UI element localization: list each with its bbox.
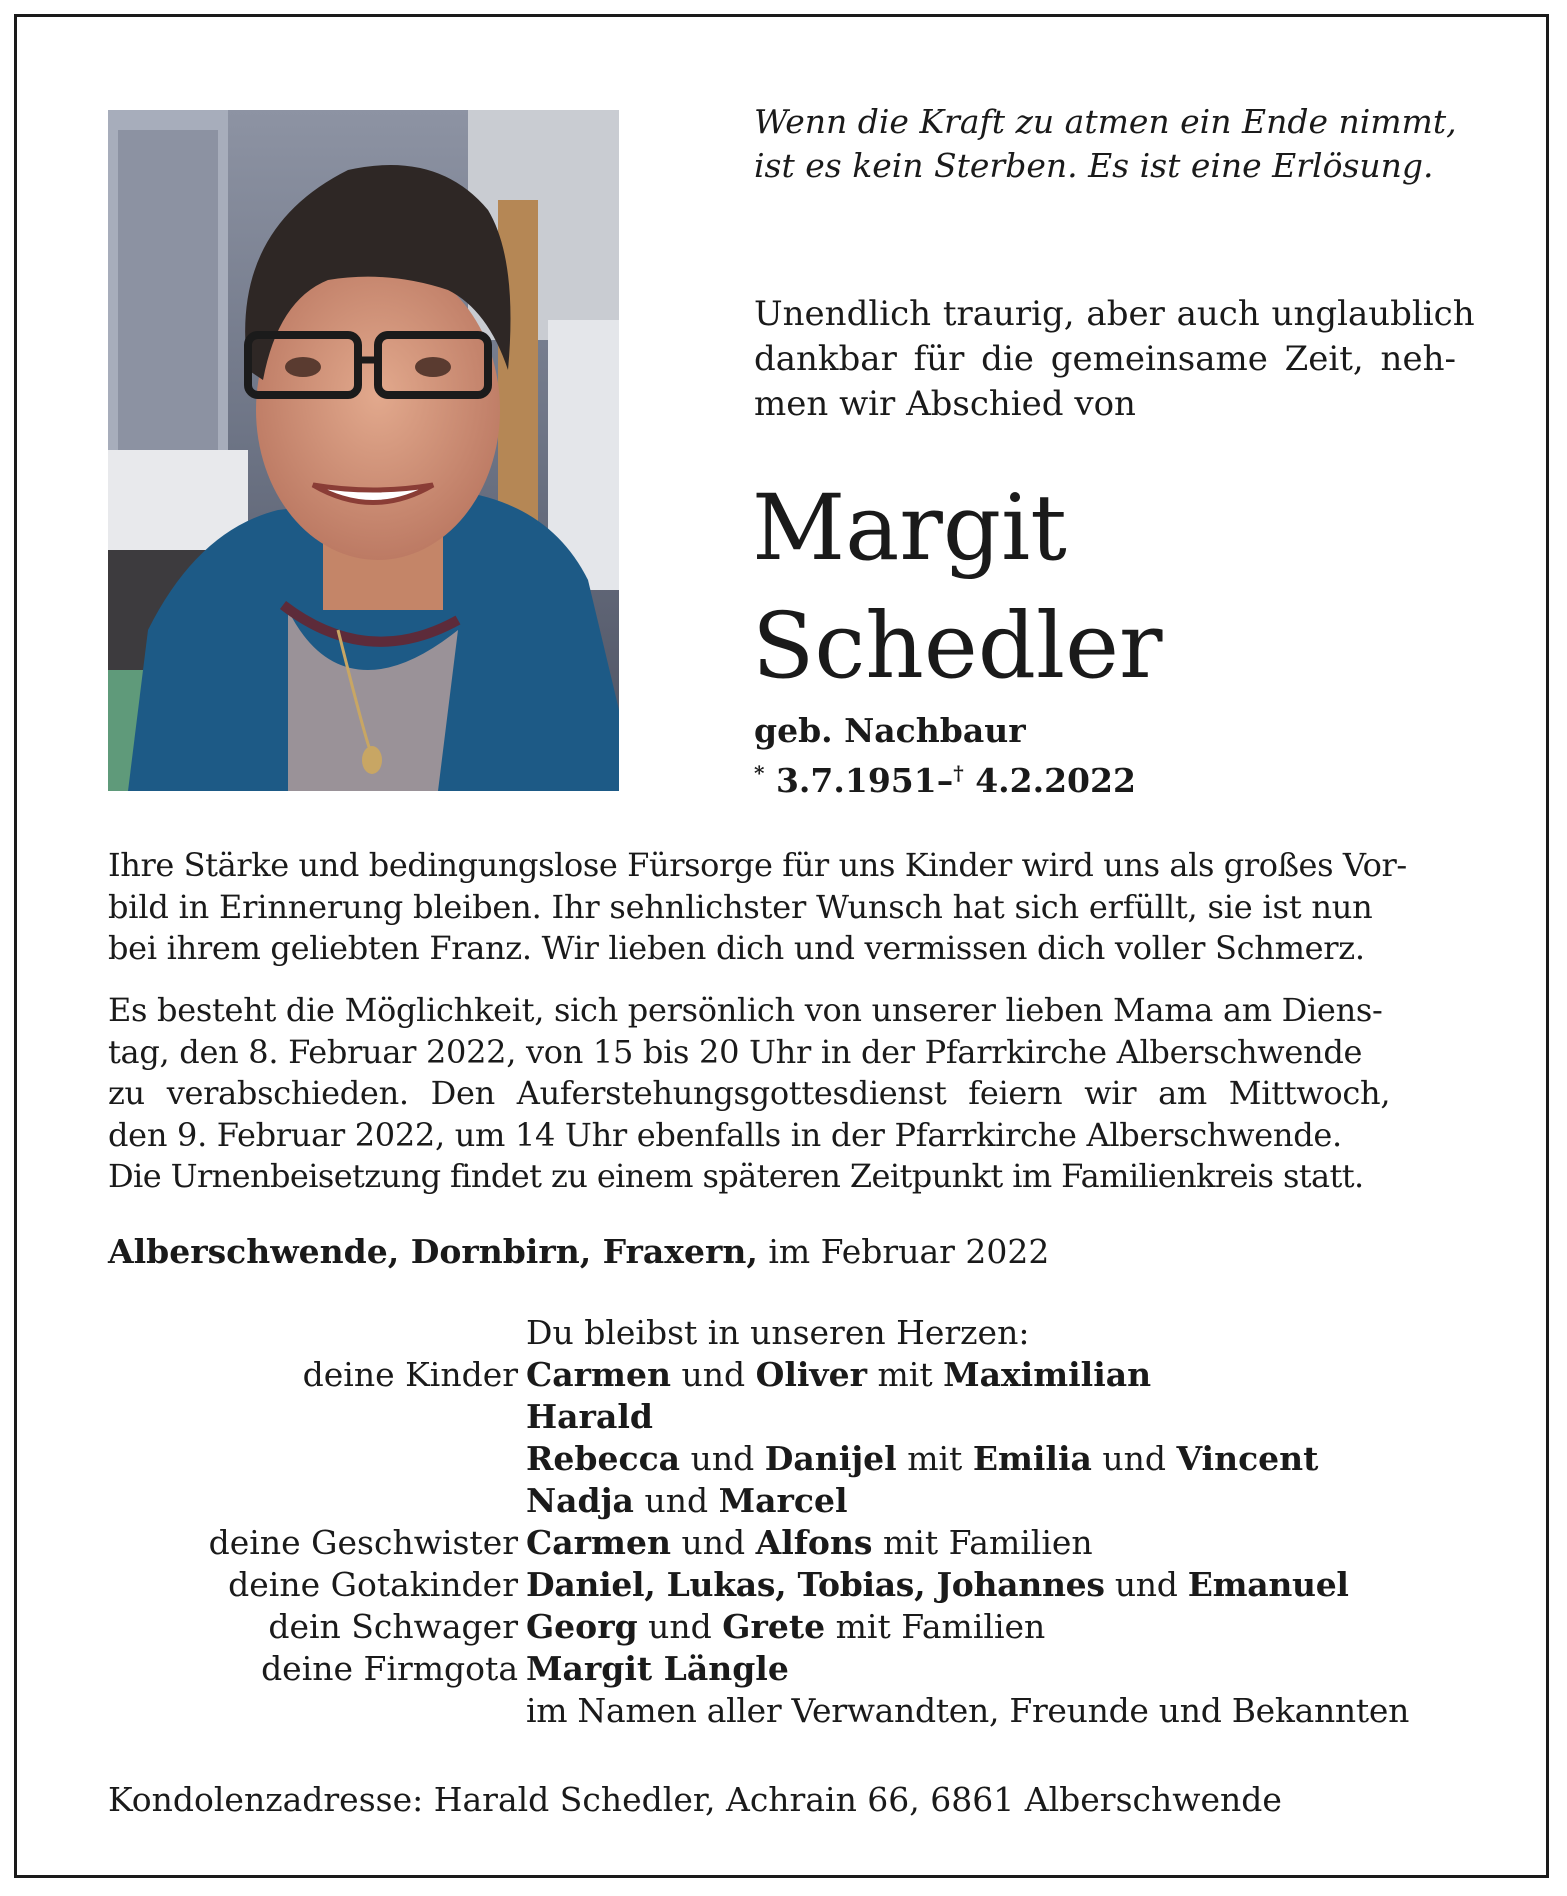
family-role: dein Schwager: [268, 1607, 518, 1646]
month-date: im Februar 2022: [768, 1232, 1050, 1271]
paragraph-line: Die Urnenbeisetzung findet zu einem späteren Zeitpunkt im Familienkreis statt.: [108, 1157, 1364, 1195]
family-heading-row: [0, 1313, 1567, 1355]
family-row: [0, 1481, 1567, 1523]
paragraph-line: den 9. Februar 2022, um 14 Uhr ebenfalls in der Pfarrkirche Alberschwende.: [108, 1115, 1342, 1154]
family-names: Harald: [526, 1397, 653, 1436]
family-names: Carmen und Oliver mit Maximilian: [526, 1355, 1152, 1394]
family-role: deine Geschwister: [208, 1523, 518, 1562]
quote-line: ist es kein Sterben. Es ist eine Erlösung.: [754, 146, 1434, 185]
family-names: Daniel, Lukas, Tobias, Johannes und Emanuel: [526, 1565, 1349, 1604]
family-row: [0, 1649, 1567, 1691]
portrait-photo: [108, 110, 619, 791]
opening-quote: [754, 100, 1457, 188]
paragraph-line: zu verabschieden. Den Auferstehungsgottesdienst feiern wir am Mittwoch,: [108, 1074, 1391, 1112]
family-role: deine Gotakinder: [228, 1565, 518, 1604]
family-row: [0, 1565, 1567, 1607]
intro-line: dankbar für die gemeinsame Zeit, neh-: [754, 339, 1456, 379]
paragraph-line: Ihre Stärke und bedingungslose Fürsorge für uns Kinder wird uns als großes Vor-: [108, 846, 1407, 884]
birth-date: 3.7.1951: [775, 761, 937, 800]
family-row: [0, 1691, 1567, 1733]
family-names: Rebecca und Danijel mit Emilia und Vincent: [526, 1439, 1319, 1478]
life-dates: [754, 752, 1136, 802]
family-closing: im Namen aller Verwandten, Freunde und Bekannten: [526, 1691, 1410, 1730]
birth-name: geb. Nachbaur: [754, 711, 1026, 750]
family-row: [0, 1439, 1567, 1481]
first-name: Margit: [752, 476, 1067, 581]
remembrance-paragraph: [108, 845, 1460, 970]
intro-line: men wir Abschied von: [754, 384, 1136, 424]
family-row: [0, 1355, 1567, 1397]
last-name: Schedler: [752, 594, 1163, 699]
family-heading: Du bleibst in unseren Herzen:: [526, 1313, 1030, 1352]
funeral-info-paragraph: [108, 990, 1460, 1198]
place-and-date: [108, 1230, 1049, 1274]
date-separator: –: [936, 761, 954, 800]
paragraph-line: bild in Erinnerung bleiben. Ihr sehnlichster Wunsch hat sich erfüllt, sie ist nun: [108, 887, 1373, 926]
family-row: [0, 1397, 1567, 1439]
family-names: Margit Längle: [526, 1649, 789, 1688]
family-names: Carmen und Alfons mit Familien: [526, 1523, 1093, 1562]
places: Alberschwende, Dornbirn, Fraxern,: [108, 1232, 758, 1271]
death-date: 4.2.2022: [975, 761, 1136, 800]
paragraph-line: Es besteht die Möglichkeit, sich persönlich von unserer lieben Mama am Diens-: [108, 991, 1383, 1029]
birth-star-icon: *: [754, 761, 765, 785]
family-role: deine Kinder: [302, 1355, 518, 1394]
family-names: Georg und Grete mit Familien: [526, 1607, 1046, 1646]
intro-text: [754, 292, 1475, 427]
intro-line: Unendlich traurig, aber auch unglaublich: [754, 294, 1475, 334]
family-row: [0, 1607, 1567, 1649]
condolence-address: Kondolenzadresse: Harald Schedler, Achrain 66, 6861 Alberschwende: [108, 1780, 1282, 1819]
family-names: Nadja und Marcel: [526, 1481, 848, 1520]
deceased-name: [752, 470, 1162, 706]
death-cross-icon: †: [953, 761, 964, 785]
family-role: deine Firmgota: [261, 1649, 518, 1688]
family-row: [0, 1523, 1567, 1565]
paragraph-line: bei ihrem geliebten Franz. Wir lieben dich und vermissen dich voller Schmerz.: [108, 929, 1365, 967]
quote-line: Wenn die Kraft zu atmen ein Ende nimmt,: [754, 102, 1457, 141]
paragraph-line: tag, den 8. Februar 2022, von 15 bis 20 Uhr in der Pfarrkirche Alberschwende: [108, 1032, 1363, 1071]
